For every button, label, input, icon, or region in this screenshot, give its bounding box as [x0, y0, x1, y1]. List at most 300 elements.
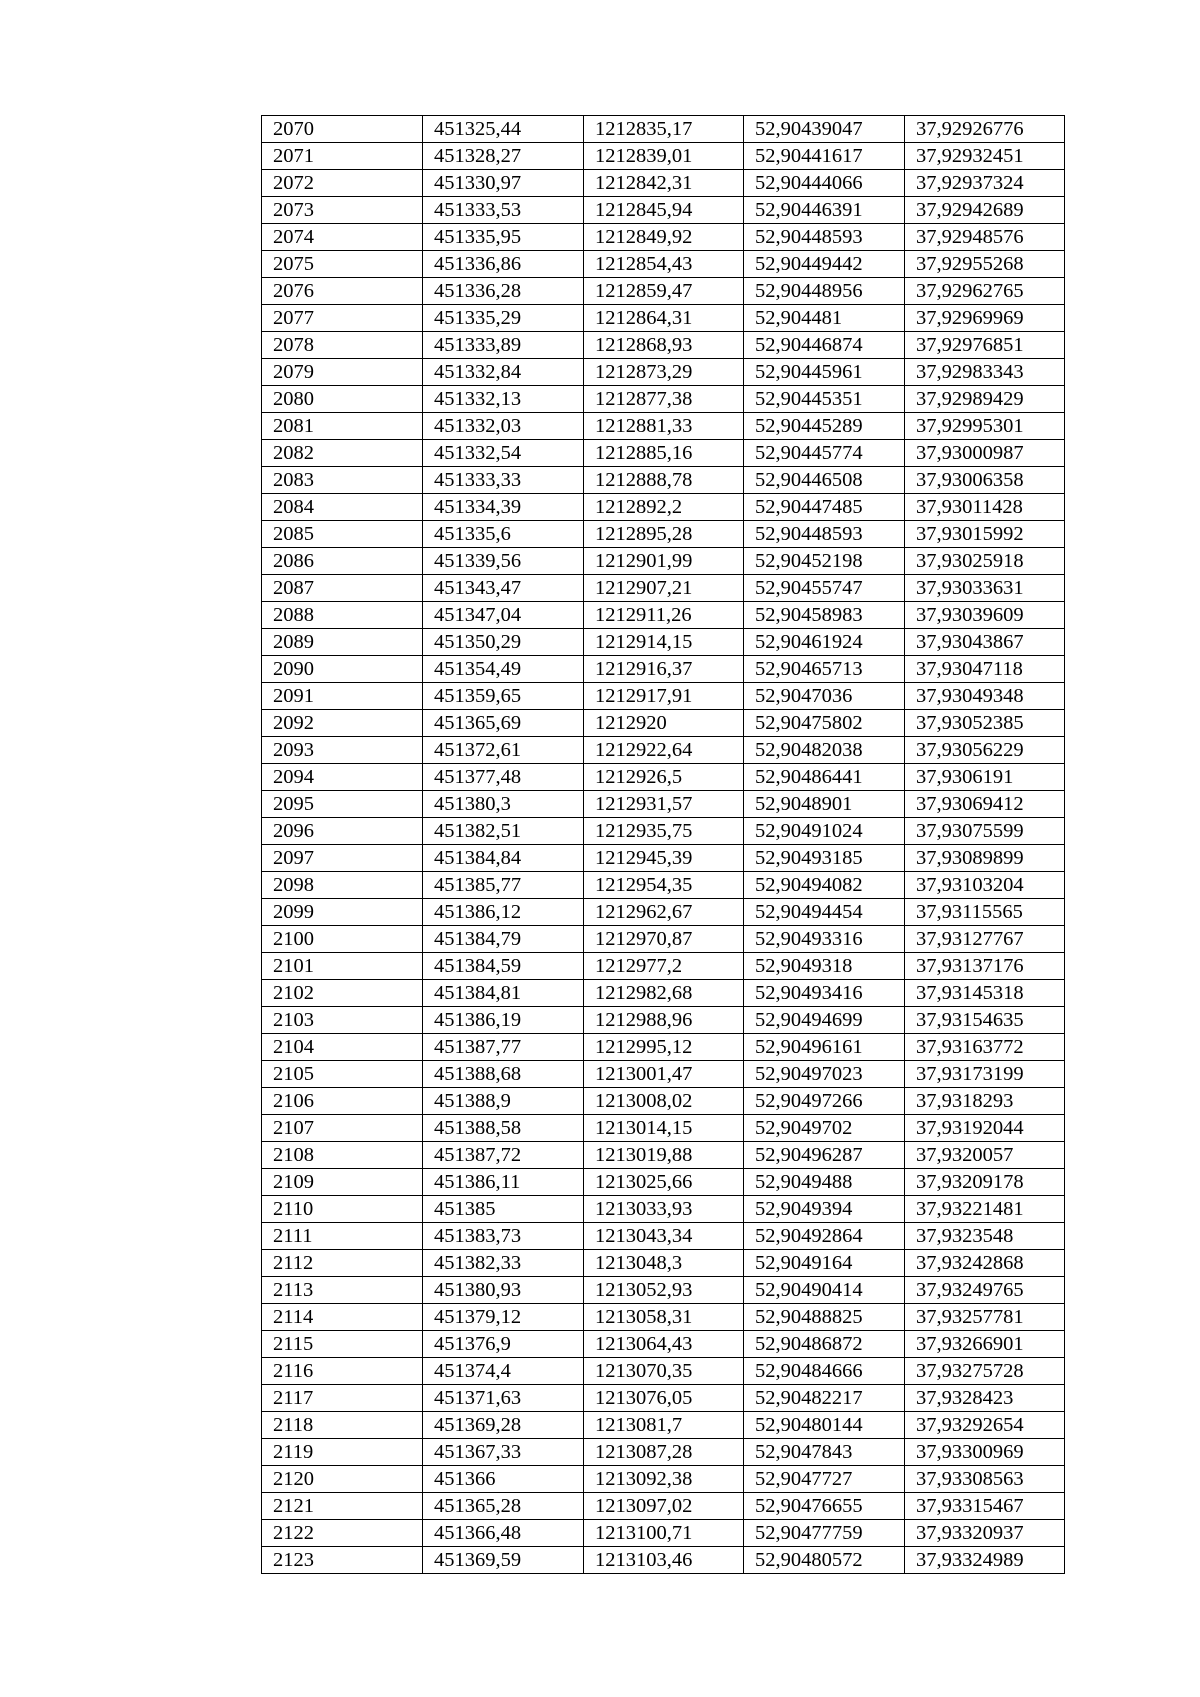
y-coordinate-cell: 1212926,5 [584, 764, 744, 791]
table-row [262, 1493, 1065, 1520]
point-number-cell: 2081 [262, 413, 423, 440]
x-coordinate-cell: 451379,12 [423, 1304, 584, 1331]
y-coordinate-cell: 1212916,37 [584, 656, 744, 683]
point-number-cell: 2120 [262, 1466, 423, 1493]
longitude-cell: 37,9320057 [905, 1142, 1065, 1169]
table-row [262, 575, 1065, 602]
table-row [262, 1007, 1065, 1034]
longitude-cell: 37,93320937 [905, 1520, 1065, 1547]
table-row [262, 1412, 1065, 1439]
table-row [262, 548, 1065, 575]
longitude-cell: 37,93154635 [905, 1007, 1065, 1034]
x-coordinate-cell: 451372,61 [423, 737, 584, 764]
latitude-cell: 52,90497266 [744, 1088, 905, 1115]
point-number-cell: 2119 [262, 1439, 423, 1466]
point-number-cell: 2106 [262, 1088, 423, 1115]
table-row [262, 1223, 1065, 1250]
point-number-cell: 2091 [262, 683, 423, 710]
y-coordinate-cell: 1212835,17 [584, 116, 744, 143]
x-coordinate-cell: 451343,47 [423, 575, 584, 602]
point-number-cell: 2105 [262, 1061, 423, 1088]
latitude-cell: 52,90445351 [744, 386, 905, 413]
table-row [262, 1115, 1065, 1142]
latitude-cell: 52,90446874 [744, 332, 905, 359]
point-number-cell: 2104 [262, 1034, 423, 1061]
point-number-cell: 2102 [262, 980, 423, 1007]
y-coordinate-cell: 1212988,96 [584, 1007, 744, 1034]
latitude-cell: 52,9047036 [744, 683, 905, 710]
latitude-cell: 52,90445289 [744, 413, 905, 440]
latitude-cell: 52,90497023 [744, 1061, 905, 1088]
x-coordinate-cell: 451382,51 [423, 818, 584, 845]
longitude-cell: 37,93127767 [905, 926, 1065, 953]
latitude-cell: 52,9047727 [744, 1466, 905, 1493]
y-coordinate-cell: 1213103,46 [584, 1547, 744, 1574]
y-coordinate-cell: 1212911,26 [584, 602, 744, 629]
x-coordinate-cell: 451384,84 [423, 845, 584, 872]
latitude-cell: 52,90458983 [744, 602, 905, 629]
longitude-cell: 37,9323548 [905, 1223, 1065, 1250]
y-coordinate-cell: 1213001,47 [584, 1061, 744, 1088]
table-row [262, 764, 1065, 791]
table-row [262, 1196, 1065, 1223]
longitude-cell: 37,93209178 [905, 1169, 1065, 1196]
x-coordinate-cell: 451371,63 [423, 1385, 584, 1412]
latitude-cell: 52,90494699 [744, 1007, 905, 1034]
y-coordinate-cell: 1212922,64 [584, 737, 744, 764]
x-coordinate-cell: 451386,19 [423, 1007, 584, 1034]
point-number-cell: 2094 [262, 764, 423, 791]
x-coordinate-cell: 451386,12 [423, 899, 584, 926]
latitude-cell: 52,90496287 [744, 1142, 905, 1169]
latitude-cell: 52,90494454 [744, 899, 905, 926]
longitude-cell: 37,93011428 [905, 494, 1065, 521]
latitude-cell: 52,90461924 [744, 629, 905, 656]
point-number-cell: 2118 [262, 1412, 423, 1439]
y-coordinate-cell: 1213097,02 [584, 1493, 744, 1520]
y-coordinate-cell: 1212935,75 [584, 818, 744, 845]
point-number-cell: 2092 [262, 710, 423, 737]
latitude-cell: 52,90493416 [744, 980, 905, 1007]
point-number-cell: 2071 [262, 143, 423, 170]
longitude-cell: 37,9306191 [905, 764, 1065, 791]
x-coordinate-cell: 451387,77 [423, 1034, 584, 1061]
latitude-cell: 52,90493316 [744, 926, 905, 953]
point-number-cell: 2080 [262, 386, 423, 413]
x-coordinate-cell: 451384,79 [423, 926, 584, 953]
latitude-cell: 52,90452198 [744, 548, 905, 575]
y-coordinate-cell: 1213043,34 [584, 1223, 744, 1250]
table-row [262, 1250, 1065, 1277]
y-coordinate-cell: 1212877,38 [584, 386, 744, 413]
x-coordinate-cell: 451384,81 [423, 980, 584, 1007]
x-coordinate-cell: 451365,28 [423, 1493, 584, 1520]
latitude-cell: 52,90482217 [744, 1385, 905, 1412]
longitude-cell: 37,9318293 [905, 1088, 1065, 1115]
coordinates-table-body [262, 116, 1065, 1574]
longitude-cell: 37,92932451 [905, 143, 1065, 170]
y-coordinate-cell: 1212881,33 [584, 413, 744, 440]
point-number-cell: 2113 [262, 1277, 423, 1304]
latitude-cell: 52,9049164 [744, 1250, 905, 1277]
longitude-cell: 37,92926776 [905, 116, 1065, 143]
point-number-cell: 2103 [262, 1007, 423, 1034]
table-row [262, 1520, 1065, 1547]
table-row [262, 737, 1065, 764]
table-row [262, 386, 1065, 413]
y-coordinate-cell: 1212854,43 [584, 251, 744, 278]
point-number-cell: 2098 [262, 872, 423, 899]
table-row [262, 521, 1065, 548]
y-coordinate-cell: 1212917,91 [584, 683, 744, 710]
longitude-cell: 37,92989429 [905, 386, 1065, 413]
x-coordinate-cell: 451335,29 [423, 305, 584, 332]
y-coordinate-cell: 1213087,28 [584, 1439, 744, 1466]
point-number-cell: 2107 [262, 1115, 423, 1142]
x-coordinate-cell: 451325,44 [423, 116, 584, 143]
x-coordinate-cell: 451367,33 [423, 1439, 584, 1466]
x-coordinate-cell: 451383,73 [423, 1223, 584, 1250]
y-coordinate-cell: 1212859,47 [584, 278, 744, 305]
longitude-cell: 37,9328423 [905, 1385, 1065, 1412]
table-row [262, 143, 1065, 170]
latitude-cell: 52,90492864 [744, 1223, 905, 1250]
table-row [262, 440, 1065, 467]
point-number-cell: 2101 [262, 953, 423, 980]
longitude-cell: 37,93300969 [905, 1439, 1065, 1466]
point-number-cell: 2082 [262, 440, 423, 467]
point-number-cell: 2088 [262, 602, 423, 629]
longitude-cell: 37,93257781 [905, 1304, 1065, 1331]
x-coordinate-cell: 451380,93 [423, 1277, 584, 1304]
latitude-cell: 52,90484666 [744, 1358, 905, 1385]
table-row [262, 1439, 1065, 1466]
table-row [262, 1385, 1065, 1412]
x-coordinate-cell: 451336,86 [423, 251, 584, 278]
x-coordinate-cell: 451382,33 [423, 1250, 584, 1277]
table-row [262, 791, 1065, 818]
table-row [262, 899, 1065, 926]
point-number-cell: 2099 [262, 899, 423, 926]
point-number-cell: 2121 [262, 1493, 423, 1520]
latitude-cell: 52,90446391 [744, 197, 905, 224]
table-row [262, 170, 1065, 197]
point-number-cell: 2100 [262, 926, 423, 953]
table-row [262, 1304, 1065, 1331]
y-coordinate-cell: 1212888,78 [584, 467, 744, 494]
x-coordinate-cell: 451332,03 [423, 413, 584, 440]
latitude-cell: 52,90445774 [744, 440, 905, 467]
latitude-cell: 52,90476655 [744, 1493, 905, 1520]
y-coordinate-cell: 1213019,88 [584, 1142, 744, 1169]
latitude-cell: 52,9047843 [744, 1439, 905, 1466]
x-coordinate-cell: 451332,84 [423, 359, 584, 386]
longitude-cell: 37,93308563 [905, 1466, 1065, 1493]
x-coordinate-cell: 451330,97 [423, 170, 584, 197]
longitude-cell: 37,92937324 [905, 170, 1065, 197]
latitude-cell: 52,90475802 [744, 710, 905, 737]
y-coordinate-cell: 1212982,68 [584, 980, 744, 1007]
latitude-cell: 52,9049318 [744, 953, 905, 980]
longitude-cell: 37,93221481 [905, 1196, 1065, 1223]
table-row [262, 1466, 1065, 1493]
y-coordinate-cell: 1212892,2 [584, 494, 744, 521]
point-number-cell: 2097 [262, 845, 423, 872]
longitude-cell: 37,93324989 [905, 1547, 1065, 1574]
y-coordinate-cell: 1212864,31 [584, 305, 744, 332]
longitude-cell: 37,93033631 [905, 575, 1065, 602]
table-row [262, 1547, 1065, 1574]
latitude-cell: 52,90448593 [744, 224, 905, 251]
y-coordinate-cell: 1213081,7 [584, 1412, 744, 1439]
x-coordinate-cell: 451385 [423, 1196, 584, 1223]
latitude-cell: 52,9049702 [744, 1115, 905, 1142]
x-coordinate-cell: 451388,68 [423, 1061, 584, 1088]
x-coordinate-cell: 451369,28 [423, 1412, 584, 1439]
point-number-cell: 2114 [262, 1304, 423, 1331]
point-number-cell: 2084 [262, 494, 423, 521]
table-row [262, 1061, 1065, 1088]
longitude-cell: 37,93075599 [905, 818, 1065, 845]
table-row [262, 656, 1065, 683]
longitude-cell: 37,93315467 [905, 1493, 1065, 1520]
longitude-cell: 37,93056229 [905, 737, 1065, 764]
x-coordinate-cell: 451385,77 [423, 872, 584, 899]
point-number-cell: 2083 [262, 467, 423, 494]
x-coordinate-cell: 451333,53 [423, 197, 584, 224]
latitude-cell: 52,90480144 [744, 1412, 905, 1439]
table-row [262, 845, 1065, 872]
latitude-cell: 52,90496161 [744, 1034, 905, 1061]
table-row [262, 1088, 1065, 1115]
latitude-cell: 52,90448956 [744, 278, 905, 305]
y-coordinate-cell: 1213076,05 [584, 1385, 744, 1412]
y-coordinate-cell: 1212907,21 [584, 575, 744, 602]
x-coordinate-cell: 451339,56 [423, 548, 584, 575]
table-row [262, 494, 1065, 521]
point-number-cell: 2076 [262, 278, 423, 305]
y-coordinate-cell: 1213025,66 [584, 1169, 744, 1196]
point-number-cell: 2112 [262, 1250, 423, 1277]
y-coordinate-cell: 1212962,67 [584, 899, 744, 926]
latitude-cell: 52,90482038 [744, 737, 905, 764]
table-row [262, 359, 1065, 386]
point-number-cell: 2108 [262, 1142, 423, 1169]
table-row [262, 1331, 1065, 1358]
longitude-cell: 37,92995301 [905, 413, 1065, 440]
latitude-cell: 52,904481 [744, 305, 905, 332]
table-row [262, 224, 1065, 251]
y-coordinate-cell: 1212995,12 [584, 1034, 744, 1061]
longitude-cell: 37,93089899 [905, 845, 1065, 872]
x-coordinate-cell: 451384,59 [423, 953, 584, 980]
table-row [262, 251, 1065, 278]
y-coordinate-cell: 1212842,31 [584, 170, 744, 197]
longitude-cell: 37,93049348 [905, 683, 1065, 710]
y-coordinate-cell: 1212895,28 [584, 521, 744, 548]
latitude-cell: 52,90488825 [744, 1304, 905, 1331]
latitude-cell: 52,90477759 [744, 1520, 905, 1547]
point-number-cell: 2115 [262, 1331, 423, 1358]
longitude-cell: 37,93039609 [905, 602, 1065, 629]
table-row [262, 1277, 1065, 1304]
latitude-cell: 52,90444066 [744, 170, 905, 197]
point-number-cell: 2089 [262, 629, 423, 656]
x-coordinate-cell: 451380,3 [423, 791, 584, 818]
point-number-cell: 2117 [262, 1385, 423, 1412]
latitude-cell: 52,90480572 [744, 1547, 905, 1574]
latitude-cell: 52,90494082 [744, 872, 905, 899]
longitude-cell: 37,93145318 [905, 980, 1065, 1007]
table-row [262, 305, 1065, 332]
y-coordinate-cell: 1212970,87 [584, 926, 744, 953]
y-coordinate-cell: 1213014,15 [584, 1115, 744, 1142]
x-coordinate-cell: 451354,49 [423, 656, 584, 683]
longitude-cell: 37,92976851 [905, 332, 1065, 359]
longitude-cell: 37,93103204 [905, 872, 1065, 899]
table-row [262, 710, 1065, 737]
table-row [262, 980, 1065, 1007]
point-number-cell: 2096 [262, 818, 423, 845]
y-coordinate-cell: 1212945,39 [584, 845, 744, 872]
longitude-cell: 37,93275728 [905, 1358, 1065, 1385]
latitude-cell: 52,9048901 [744, 791, 905, 818]
latitude-cell: 52,90439047 [744, 116, 905, 143]
table-row [262, 953, 1065, 980]
latitude-cell: 52,90448593 [744, 521, 905, 548]
table-row [262, 413, 1065, 440]
point-number-cell: 2073 [262, 197, 423, 224]
y-coordinate-cell: 1212849,92 [584, 224, 744, 251]
latitude-cell: 52,90491024 [744, 818, 905, 845]
x-coordinate-cell: 451374,4 [423, 1358, 584, 1385]
longitude-cell: 37,92948576 [905, 224, 1065, 251]
latitude-cell: 52,90493185 [744, 845, 905, 872]
x-coordinate-cell: 451335,6 [423, 521, 584, 548]
table-row [262, 818, 1065, 845]
point-number-cell: 2111 [262, 1223, 423, 1250]
y-coordinate-cell: 1213048,3 [584, 1250, 744, 1277]
point-number-cell: 2110 [262, 1196, 423, 1223]
y-coordinate-cell: 1213008,02 [584, 1088, 744, 1115]
x-coordinate-cell: 451335,95 [423, 224, 584, 251]
longitude-cell: 37,93163772 [905, 1034, 1065, 1061]
y-coordinate-cell: 1212931,57 [584, 791, 744, 818]
x-coordinate-cell: 451387,72 [423, 1142, 584, 1169]
y-coordinate-cell: 1213033,93 [584, 1196, 744, 1223]
table-row [262, 467, 1065, 494]
point-number-cell: 2072 [262, 170, 423, 197]
longitude-cell: 37,93249765 [905, 1277, 1065, 1304]
x-coordinate-cell: 451388,9 [423, 1088, 584, 1115]
table-row [262, 278, 1065, 305]
y-coordinate-cell: 1213070,35 [584, 1358, 744, 1385]
table-row [262, 1142, 1065, 1169]
longitude-cell: 37,93266901 [905, 1331, 1065, 1358]
latitude-cell: 52,90455747 [744, 575, 905, 602]
longitude-cell: 37,93242868 [905, 1250, 1065, 1277]
table-row [262, 116, 1065, 143]
latitude-cell: 52,90446508 [744, 467, 905, 494]
x-coordinate-cell: 451332,54 [423, 440, 584, 467]
longitude-cell: 37,93025918 [905, 548, 1065, 575]
y-coordinate-cell: 1212920 [584, 710, 744, 737]
point-number-cell: 2078 [262, 332, 423, 359]
longitude-cell: 37,93173199 [905, 1061, 1065, 1088]
point-number-cell: 2093 [262, 737, 423, 764]
y-coordinate-cell: 1212868,93 [584, 332, 744, 359]
y-coordinate-cell: 1212954,35 [584, 872, 744, 899]
y-coordinate-cell: 1213064,43 [584, 1331, 744, 1358]
table-row [262, 1358, 1065, 1385]
x-coordinate-cell: 451365,69 [423, 710, 584, 737]
longitude-cell: 37,92962765 [905, 278, 1065, 305]
y-coordinate-cell: 1212845,94 [584, 197, 744, 224]
x-coordinate-cell: 451328,27 [423, 143, 584, 170]
x-coordinate-cell: 451336,28 [423, 278, 584, 305]
table-row [262, 197, 1065, 224]
point-number-cell: 2074 [262, 224, 423, 251]
coordinates-table [261, 115, 1065, 1574]
longitude-cell: 37,92942689 [905, 197, 1065, 224]
latitude-cell: 52,90447485 [744, 494, 905, 521]
x-coordinate-cell: 451334,39 [423, 494, 584, 521]
longitude-cell: 37,92969969 [905, 305, 1065, 332]
point-number-cell: 2090 [262, 656, 423, 683]
x-coordinate-cell: 451366,48 [423, 1520, 584, 1547]
y-coordinate-cell: 1212839,01 [584, 143, 744, 170]
x-coordinate-cell: 451377,48 [423, 764, 584, 791]
point-number-cell: 2123 [262, 1547, 423, 1574]
point-number-cell: 2122 [262, 1520, 423, 1547]
point-number-cell: 2085 [262, 521, 423, 548]
x-coordinate-cell: 451333,89 [423, 332, 584, 359]
x-coordinate-cell: 451359,65 [423, 683, 584, 710]
latitude-cell: 52,90486872 [744, 1331, 905, 1358]
table-row [262, 332, 1065, 359]
latitude-cell: 52,9049394 [744, 1196, 905, 1223]
point-number-cell: 2095 [262, 791, 423, 818]
longitude-cell: 37,93015992 [905, 521, 1065, 548]
table-row [262, 872, 1065, 899]
longitude-cell: 37,93000987 [905, 440, 1065, 467]
table-row [262, 1034, 1065, 1061]
x-coordinate-cell: 451386,11 [423, 1169, 584, 1196]
x-coordinate-cell: 451369,59 [423, 1547, 584, 1574]
x-coordinate-cell: 451347,04 [423, 602, 584, 629]
point-number-cell: 2075 [262, 251, 423, 278]
longitude-cell: 37,93047118 [905, 656, 1065, 683]
y-coordinate-cell: 1213092,38 [584, 1466, 744, 1493]
y-coordinate-cell: 1212885,16 [584, 440, 744, 467]
point-number-cell: 2109 [262, 1169, 423, 1196]
longitude-cell: 37,93292654 [905, 1412, 1065, 1439]
point-number-cell: 2087 [262, 575, 423, 602]
longitude-cell: 37,93043867 [905, 629, 1065, 656]
longitude-cell: 37,93052385 [905, 710, 1065, 737]
table-row [262, 629, 1065, 656]
longitude-cell: 37,92955268 [905, 251, 1065, 278]
longitude-cell: 37,93069412 [905, 791, 1065, 818]
table-row [262, 683, 1065, 710]
y-coordinate-cell: 1212901,99 [584, 548, 744, 575]
x-coordinate-cell: 451332,13 [423, 386, 584, 413]
x-coordinate-cell: 451388,58 [423, 1115, 584, 1142]
y-coordinate-cell: 1212977,2 [584, 953, 744, 980]
y-coordinate-cell: 1212873,29 [584, 359, 744, 386]
point-number-cell: 2079 [262, 359, 423, 386]
point-number-cell: 2086 [262, 548, 423, 575]
